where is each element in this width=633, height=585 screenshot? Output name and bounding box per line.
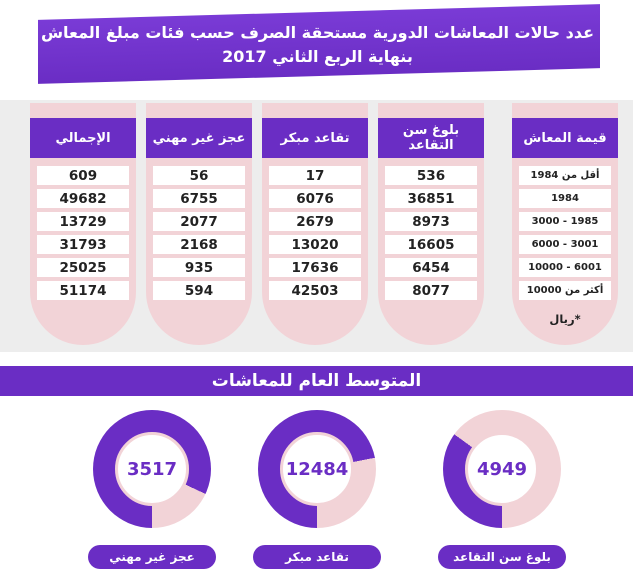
table-cell: 16605 bbox=[385, 235, 477, 254]
table-cell: 51174 bbox=[37, 281, 129, 300]
title-line-2: بنهاية الربع الثاني 2017 bbox=[222, 47, 413, 66]
label-disability: عجز غير مهني bbox=[88, 545, 216, 569]
header-pension-value: قيمة المعاش bbox=[512, 118, 618, 158]
table-cell: 8973 bbox=[385, 212, 477, 231]
donut-retirement-age bbox=[443, 410, 561, 528]
table-cell: 609 bbox=[37, 166, 129, 185]
category-cell: 6001 - 10000 bbox=[519, 258, 611, 277]
table-cell: 13729 bbox=[37, 212, 129, 231]
header-disability: عجز غير مهني bbox=[146, 118, 252, 158]
label-retirement-age: بلوغ سن التقاعد bbox=[438, 545, 566, 569]
table-cell: 6076 bbox=[269, 189, 361, 208]
table-cell: 6755 bbox=[153, 189, 245, 208]
donut-early-retirement bbox=[258, 410, 376, 528]
table-cell: 935 bbox=[153, 258, 245, 277]
category-cell: أقل من 1984 bbox=[519, 166, 611, 185]
label-early-retirement: تقاعد مبكر bbox=[253, 545, 381, 569]
header-total: الإجمالي bbox=[30, 118, 136, 158]
header-early-retirement: تقاعد مبكر bbox=[262, 118, 368, 158]
table-cell: 2168 bbox=[153, 235, 245, 254]
donut-value: 12484 bbox=[280, 432, 354, 506]
table-cell: 31793 bbox=[37, 235, 129, 254]
donut-disability bbox=[93, 410, 211, 528]
title-line-1: عدد حالات المعاشات الدورية مستحقة الصرف حسب فئات مبلغ المعاش bbox=[40, 23, 595, 42]
donut-value: 3517 bbox=[115, 432, 189, 506]
table-cell: 8077 bbox=[385, 281, 477, 300]
column-disability bbox=[146, 103, 252, 345]
column-retirement-age bbox=[378, 103, 484, 345]
table-cell: 2679 bbox=[269, 212, 361, 231]
table-cell: 6454 bbox=[385, 258, 477, 277]
table-cell: 17 bbox=[269, 166, 361, 185]
currency-note: *ريال bbox=[549, 311, 581, 326]
category-cell: أكثر من 10000 bbox=[519, 281, 611, 300]
table-cell: 25025 bbox=[37, 258, 129, 277]
table-cell: 13020 bbox=[269, 235, 361, 254]
category-cell: 1985 - 3000 bbox=[519, 212, 611, 231]
table-cell: 42503 bbox=[269, 281, 361, 300]
table-cell: 2077 bbox=[153, 212, 245, 231]
column-total bbox=[30, 103, 136, 345]
table-cell: 56 bbox=[153, 166, 245, 185]
table-cell: 536 bbox=[385, 166, 477, 185]
column-early-retirement bbox=[262, 103, 368, 345]
table-cell: 49682 bbox=[37, 189, 129, 208]
category-cell: 1984 bbox=[519, 189, 611, 208]
category-cell: 3001 - 6000 bbox=[519, 235, 611, 254]
donut-value: 4949 bbox=[465, 432, 539, 506]
table-cell: 594 bbox=[153, 281, 245, 300]
table-cell: 36851 bbox=[385, 189, 477, 208]
header-retirement-age: بلوغ سن التقاعد bbox=[378, 118, 484, 158]
column-pension-value bbox=[512, 103, 618, 345]
average-heading: المتوسط العام للمعاشات bbox=[0, 366, 633, 396]
table-cell: 17636 bbox=[269, 258, 361, 277]
page-title bbox=[40, 14, 595, 76]
